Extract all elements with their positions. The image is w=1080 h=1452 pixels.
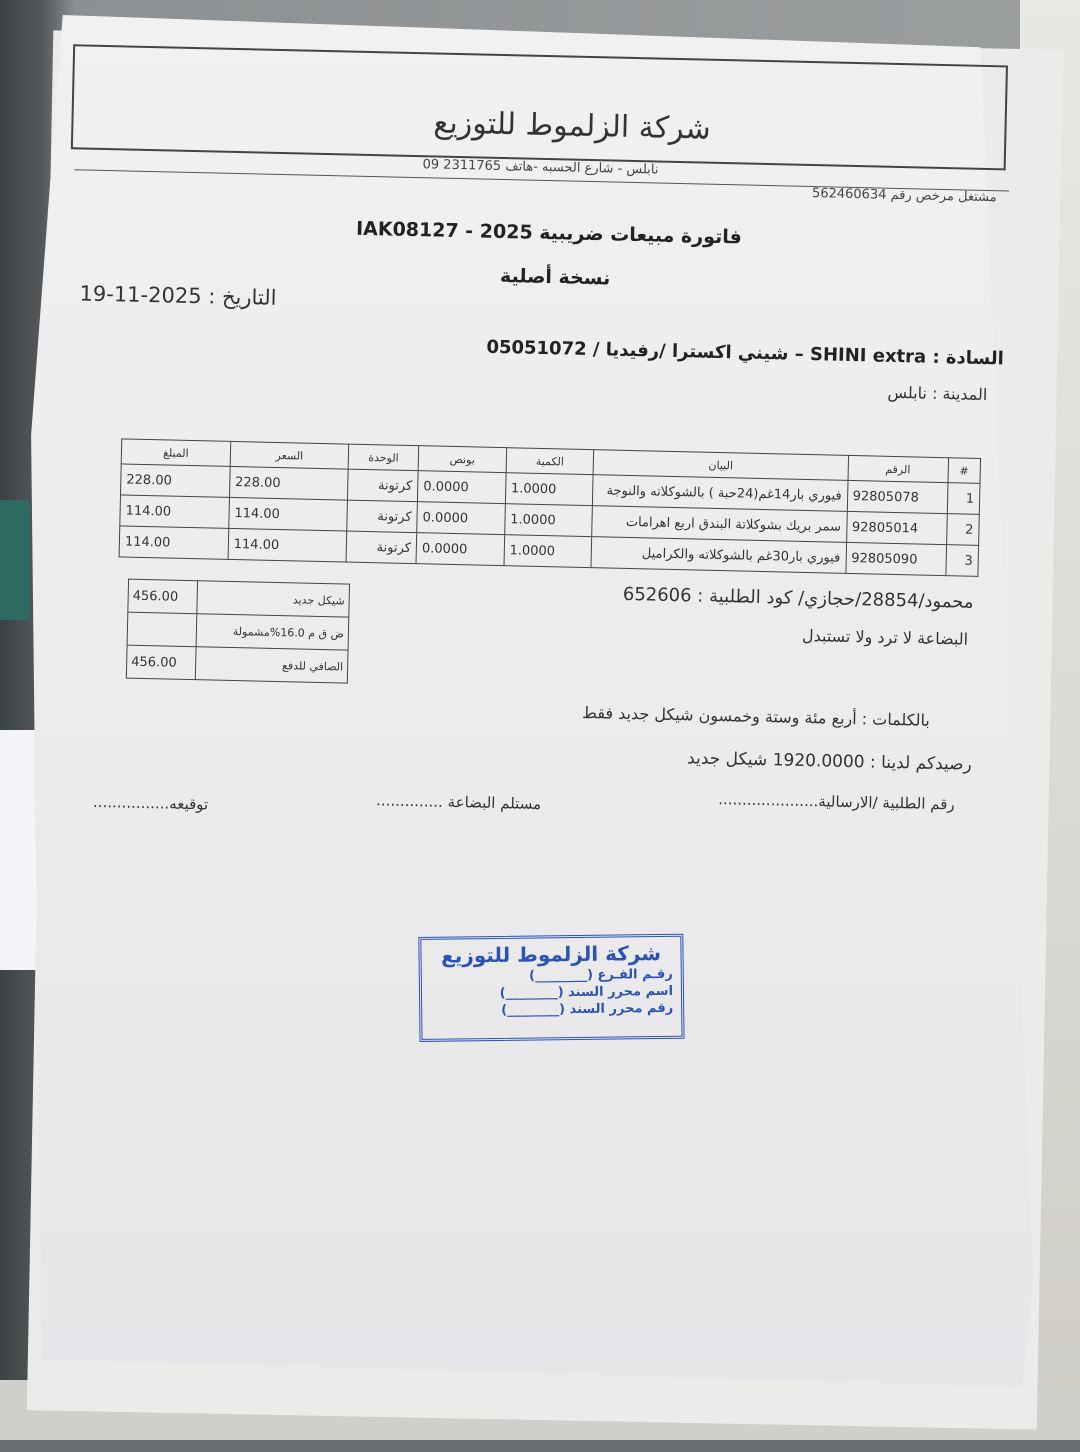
net-label: الصافي للدفع xyxy=(195,647,348,683)
signature-field: توقيعه................ xyxy=(92,792,209,814)
invoice-title: فاتورة مبيعات ضريبية 2025 - IAK08127 xyxy=(355,217,743,249)
cell-bonus: 0.0000 xyxy=(417,471,505,504)
col-header-index: # xyxy=(948,458,981,484)
cell-price: 114.00 xyxy=(228,528,347,562)
cell-code: 92805078 xyxy=(847,480,948,513)
col-header-quantity: الكمية xyxy=(506,448,594,475)
cell-price: 228.00 xyxy=(229,466,348,500)
cell-quantity: 1.0000 xyxy=(505,473,593,506)
cell-description: فيوري بار30غم بالشوكلاته والكراميل xyxy=(591,537,846,574)
cell-code: 92805014 xyxy=(846,511,947,544)
tax-label: ض ق م 16.0%مشمولة xyxy=(196,614,349,650)
totals-table xyxy=(126,579,350,684)
customer-balance: رصيدكم لدينا : 1920.0000 شيكل جديد xyxy=(686,748,972,775)
items-table xyxy=(119,438,981,576)
net-value: 456.00 xyxy=(126,645,196,680)
cell-index: 1 xyxy=(947,483,980,515)
col-header-description: البيان xyxy=(593,450,848,481)
cell-bonus: 0.0000 xyxy=(417,502,505,535)
cell-amount: 114.00 xyxy=(119,526,228,559)
cell-bonus: 0.0000 xyxy=(416,533,504,566)
col-header-price: السعر xyxy=(230,441,349,469)
license-number: مشتغل مرخص رقم 562460634 xyxy=(811,186,997,206)
customer-name: السادة : SHINI extra – شيني اكسترا /رفيديا / 05051072 xyxy=(486,336,1005,370)
col-header-bonus: بونص xyxy=(418,446,506,473)
cell-unit: كرتونة xyxy=(347,500,418,533)
total-label: شيكل جديد xyxy=(197,581,350,617)
company-stamp xyxy=(418,934,684,1042)
order-code: محمود/28854/حجازي/ كود الطلبية : 652606 xyxy=(622,583,974,613)
cell-description: سمر بريك بشوكلاتة البندق اربع اهرامات xyxy=(592,506,847,543)
company-name: شركة الزلموط للتوزيع xyxy=(433,105,712,147)
customer-city: المدينة : نابلس xyxy=(887,382,988,405)
cell-quantity: 1.0000 xyxy=(504,535,592,568)
invoice-date: التاريخ : 2025-11-19 xyxy=(79,281,277,310)
totals-row xyxy=(127,612,349,650)
cell-amount: 114.00 xyxy=(120,495,229,528)
copy-type: نسخة أصلية xyxy=(499,264,611,290)
company-address: نابلس - شارع الحسبه -هاتف 2311765 09 xyxy=(422,157,659,178)
cell-unit: كرتونة xyxy=(346,531,417,564)
col-header-unit: الوحدة xyxy=(348,444,418,471)
cell-amount: 228.00 xyxy=(120,464,229,497)
cell-index: 2 xyxy=(946,514,979,546)
col-header-amount: المبلغ xyxy=(121,439,230,466)
stamp-title: شركة الزلموط للتوزيع xyxy=(440,940,662,968)
col-header-code: الرقم xyxy=(848,455,949,482)
goods-policy: البضاعة لا ترد ولا تستبدل xyxy=(801,625,969,649)
delivery-number-field: رقم الطلبية /الارسالية..................... xyxy=(718,790,955,814)
cell-quantity: 1.0000 xyxy=(504,504,592,537)
cell-description: فيوري بار14غم(24حبة ) بالشوكلاته والنوجة xyxy=(593,475,848,512)
cell-code: 92805090 xyxy=(845,542,946,575)
cell-index: 3 xyxy=(945,545,978,577)
tax-value xyxy=(127,612,197,647)
total-value: 456.00 xyxy=(128,579,198,614)
stamp-writer-name-line: اسم محرر السند (________) xyxy=(499,983,674,1001)
amount-in-words: بالكلمات : أربع مئة وستة وخمسون شيكل جديد فقط xyxy=(581,702,930,730)
receiver-field: مستلم البضاعة .............. xyxy=(375,791,542,814)
totals-row xyxy=(126,645,348,683)
stamp-writer-number-line: رقم محرر السند (________) xyxy=(501,1000,674,1018)
cell-price: 114.00 xyxy=(229,497,348,531)
stamp-branch-line: رقـم الفـرع (________) xyxy=(529,966,673,984)
cell-unit: كرتونة xyxy=(348,469,419,502)
totals-row xyxy=(128,579,350,617)
